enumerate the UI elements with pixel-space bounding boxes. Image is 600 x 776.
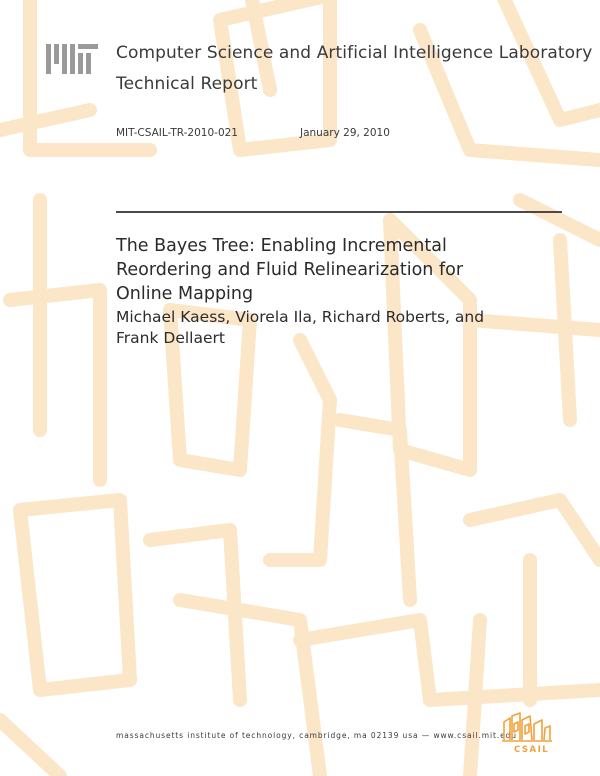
report-date: January 29, 2010 [300, 127, 390, 139]
report-title [116, 234, 556, 306]
title-line: Reordering and Fluid Relinearization for [116, 260, 464, 280]
report-authors [116, 307, 556, 349]
author-line: Frank Dellaert [116, 329, 225, 347]
divider-rule [116, 211, 562, 213]
report-number: MIT-CSAIL-TR-2010-021 [116, 127, 238, 139]
title-line: The Bayes Tree: Enabling Incremental [116, 236, 447, 256]
csail-logo-text: CSAIL [514, 745, 550, 755]
title-line: Online Mapping [116, 284, 254, 304]
report-type: Technical Report [116, 74, 258, 94]
author-line: Michael Kaess, Viorela Ila, Richard Roberts, and [116, 308, 485, 326]
lab-name: Computer Science and Artificial Intelligence Laboratory [116, 43, 593, 63]
mit-logo [46, 44, 98, 74]
footer-address: massachusetts institute of technology, cambridge, ma 02139 usa — www.csail.mit.edu [116, 731, 517, 740]
